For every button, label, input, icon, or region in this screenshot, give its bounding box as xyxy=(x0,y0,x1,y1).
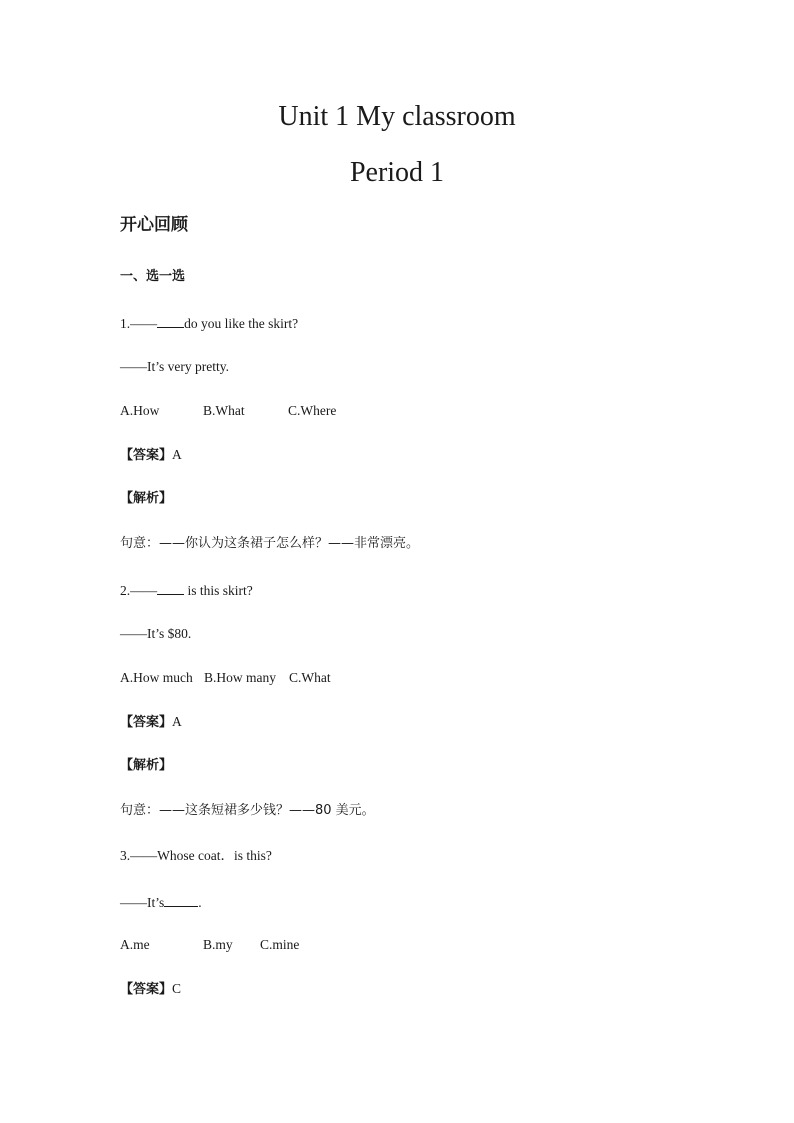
question-1-answer xyxy=(120,448,182,462)
question-1-blank xyxy=(157,315,184,328)
question-1-analysis-text: 句意：——你认为这条裙子怎么样？——非常漂亮。 xyxy=(120,536,420,551)
question-1-option-b: B.What xyxy=(203,403,245,418)
question-2-option-c: C.What xyxy=(289,670,331,685)
question-2-prefix: 2.—— xyxy=(120,583,158,598)
question-2-answer-label: 【答案】 xyxy=(120,715,173,730)
question-2-options xyxy=(120,671,331,685)
question-1-suffix: do you like the skirt? xyxy=(184,316,299,331)
question-3-reply-suffix: . xyxy=(198,895,202,910)
question-3-option-a: A.me xyxy=(120,937,150,952)
question-3-answer xyxy=(120,982,181,996)
question-1-options xyxy=(120,404,336,418)
question-1 xyxy=(120,315,298,331)
question-3-answer-label: 【答案】 xyxy=(120,982,173,997)
question-3-blank xyxy=(164,894,198,907)
question-2-analysis-label: 【解析】 xyxy=(120,758,173,773)
question-2-option-a: A.How much xyxy=(120,670,193,685)
question-3-reply-prefix: ——It’s xyxy=(120,895,165,910)
question-2-analysis-text: 句意：——这条短裙多少钱？——80 美元。 xyxy=(120,803,375,818)
question-1-answer-label: 【答案】 xyxy=(120,448,173,463)
question-1-reply: ——It’s very pretty. xyxy=(120,359,229,374)
document-subtitle: Period 1 xyxy=(349,157,445,188)
question-1-prefix: 1.—— xyxy=(120,316,158,331)
question-2-reply: ——It’s $80. xyxy=(120,626,192,641)
question-3-reply xyxy=(120,894,202,910)
question-3-options xyxy=(120,938,299,952)
question-3-answer-value: C xyxy=(172,981,182,996)
question-1-analysis-label: 【解析】 xyxy=(120,491,173,506)
question-2-option-b: B.How many xyxy=(204,670,276,685)
document-title: Unit 1 My classroom xyxy=(278,101,516,132)
question-2-answer-value: A xyxy=(172,714,182,729)
question-1-option-c: C.Where xyxy=(288,403,337,418)
question-3-option-b: B.my xyxy=(203,937,233,952)
section-heading: 开心回顾 xyxy=(120,215,188,235)
question-2-blank xyxy=(157,582,184,595)
question-3: 3.——Whose coat．is this? xyxy=(120,848,272,863)
question-2-suffix: is this skirt? xyxy=(184,583,253,598)
part-heading: 一、选一选 xyxy=(120,269,186,284)
question-1-answer-value: A xyxy=(172,447,182,462)
question-2 xyxy=(120,582,253,598)
question-3-option-c: C.mine xyxy=(260,937,300,952)
question-2-answer xyxy=(120,715,182,729)
question-1-option-a: A.How xyxy=(120,403,160,418)
